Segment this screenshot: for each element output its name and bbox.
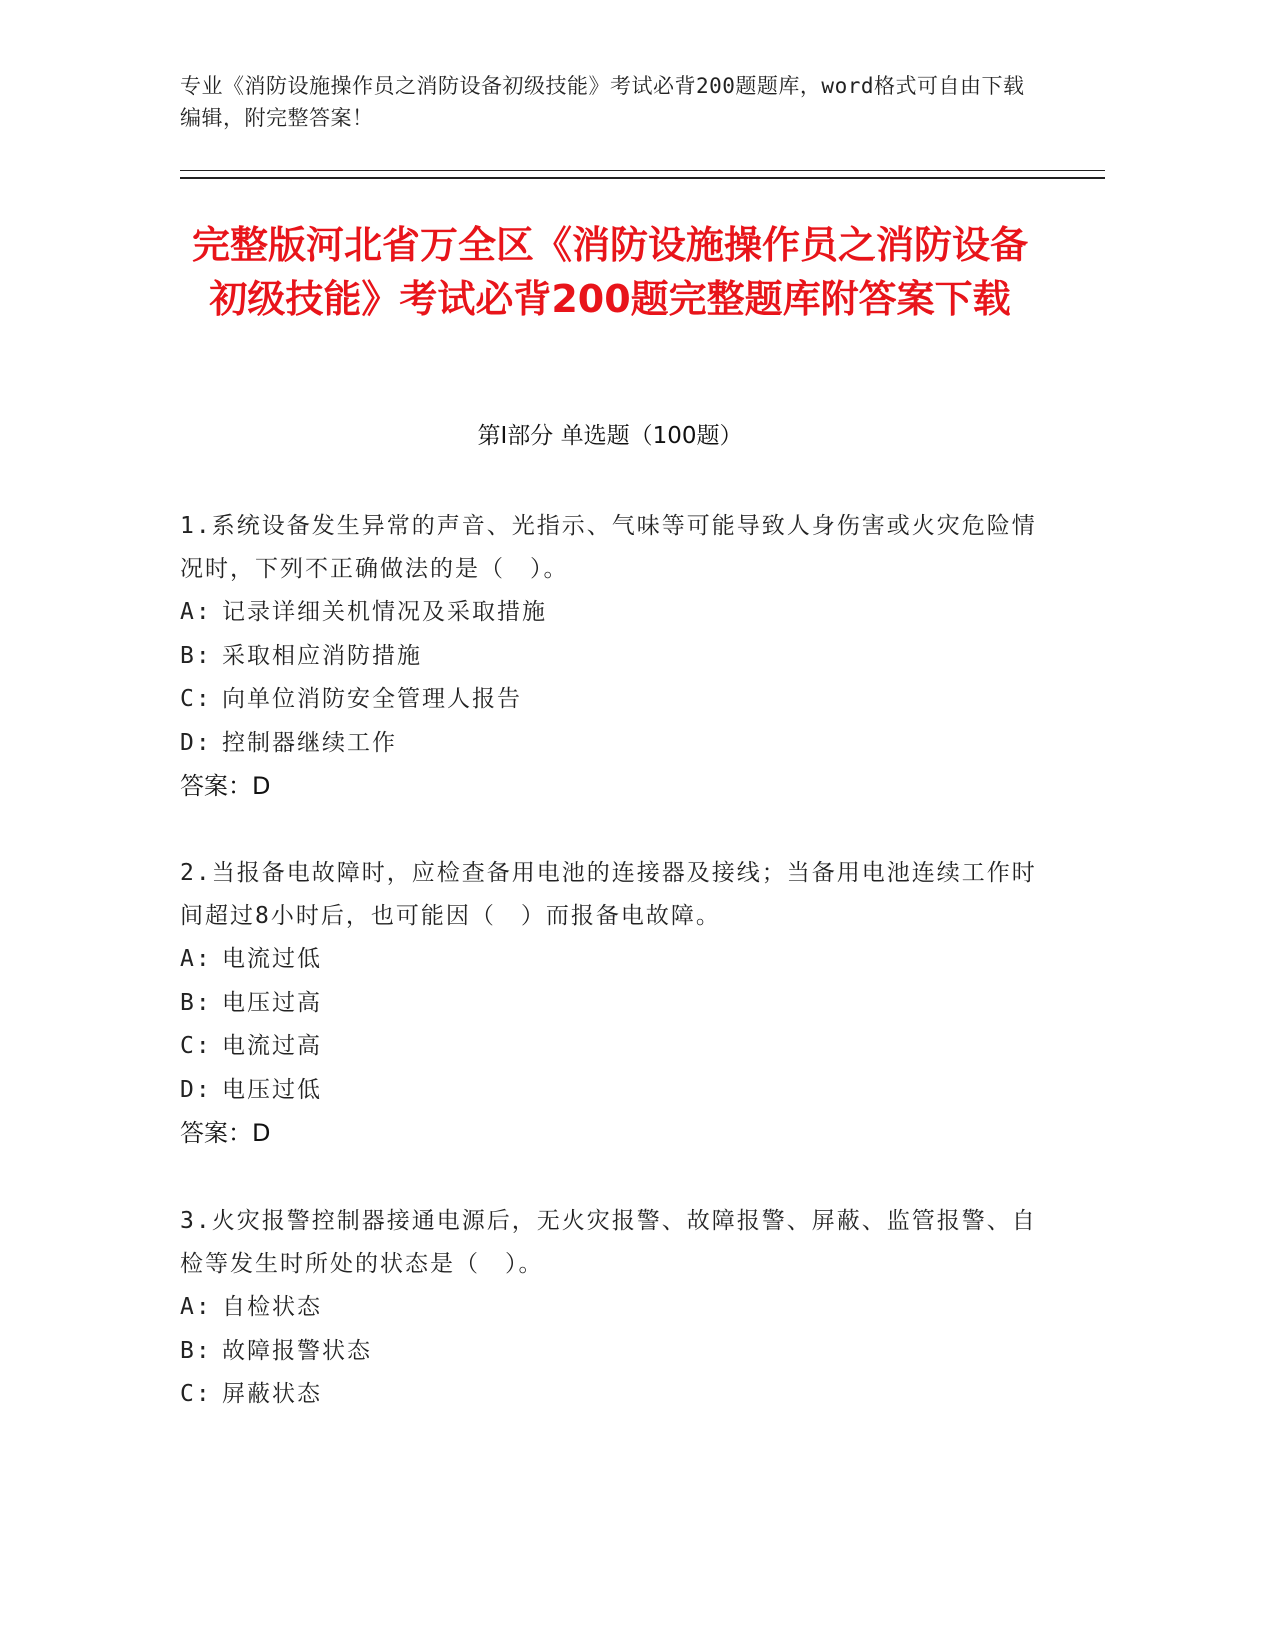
document-title: 完整版河北省万全区《消防设施操作员之消防设备初级技能》考试必背200题完整题库附答案下载 — [191, 223, 1028, 321]
answer-line: 答案：D — [180, 1119, 271, 1147]
option-text: 采取相应消防措施 — [222, 642, 422, 669]
option-letter: C: — [180, 1381, 212, 1407]
option-text: 电压过高 — [222, 989, 322, 1016]
option-b — [180, 635, 1040, 679]
option-text: 电流过高 — [222, 1033, 322, 1059]
option-letter: A: — [180, 1294, 212, 1320]
option-letter: B: — [180, 989, 212, 1016]
question-stem: 2.当报备电故障时，应检查备用电池的连接器及接线；当备用电池连续工作时间超过8小时后，也可能因（ ）而报备电故障。 — [180, 860, 1037, 929]
option-text: 向单位消防安全管理人报告 — [222, 686, 522, 712]
question-2 — [180, 852, 1040, 1156]
option-letter: D: — [180, 1076, 212, 1103]
option-letter: C: — [180, 1033, 212, 1059]
question-stem: 3.火灾报警控制器接通电源后，无火灾报警、故障报警、屏蔽、监管报警、自检等发生时所处的状态是（ ）。 — [180, 1208, 1037, 1277]
question-3 — [180, 1200, 1040, 1417]
option-text: 自检状态 — [222, 1294, 322, 1320]
header-divider — [180, 170, 1105, 179]
option-letter: C: — [180, 686, 212, 712]
option-text: 电流过低 — [222, 946, 322, 972]
option-c — [180, 678, 1040, 722]
option-letter: B: — [180, 1337, 212, 1364]
option-text: 屏蔽状态 — [222, 1381, 322, 1407]
option-c — [180, 1373, 1040, 1417]
option-a — [180, 591, 1040, 635]
answer-line: 答案：D — [180, 772, 271, 800]
option-d — [180, 1069, 1040, 1113]
header-note: 专业《消防设施操作员之消防设备初级技能》考试必背200题题库，word格式可自由下载编辑，附完整答案！ — [180, 74, 1025, 130]
question-1 — [180, 505, 1040, 809]
option-letter: B: — [180, 642, 212, 669]
option-a — [180, 938, 1040, 982]
option-d — [180, 722, 1040, 766]
option-letter: D: — [180, 729, 212, 756]
option-text: 故障报警状态 — [222, 1337, 372, 1364]
option-text: 记录详细关机情况及采取措施 — [222, 599, 547, 625]
option-text: 电压过低 — [222, 1076, 322, 1103]
question-stem: 1.系统设备发生异常的声音、光指示、气味等可能导致人身伤害或火灾危险情况时，下列不正确做法的是（ ）。 — [180, 513, 1037, 582]
option-b — [180, 982, 1040, 1026]
option-letter: A: — [180, 599, 212, 625]
option-text: 控制器继续工作 — [222, 729, 397, 756]
option-a — [180, 1286, 1040, 1330]
option-b — [180, 1330, 1040, 1374]
option-letter: A: — [180, 946, 212, 972]
option-c — [180, 1025, 1040, 1069]
section-title: 第I部分 单选题（100题） — [477, 423, 743, 449]
